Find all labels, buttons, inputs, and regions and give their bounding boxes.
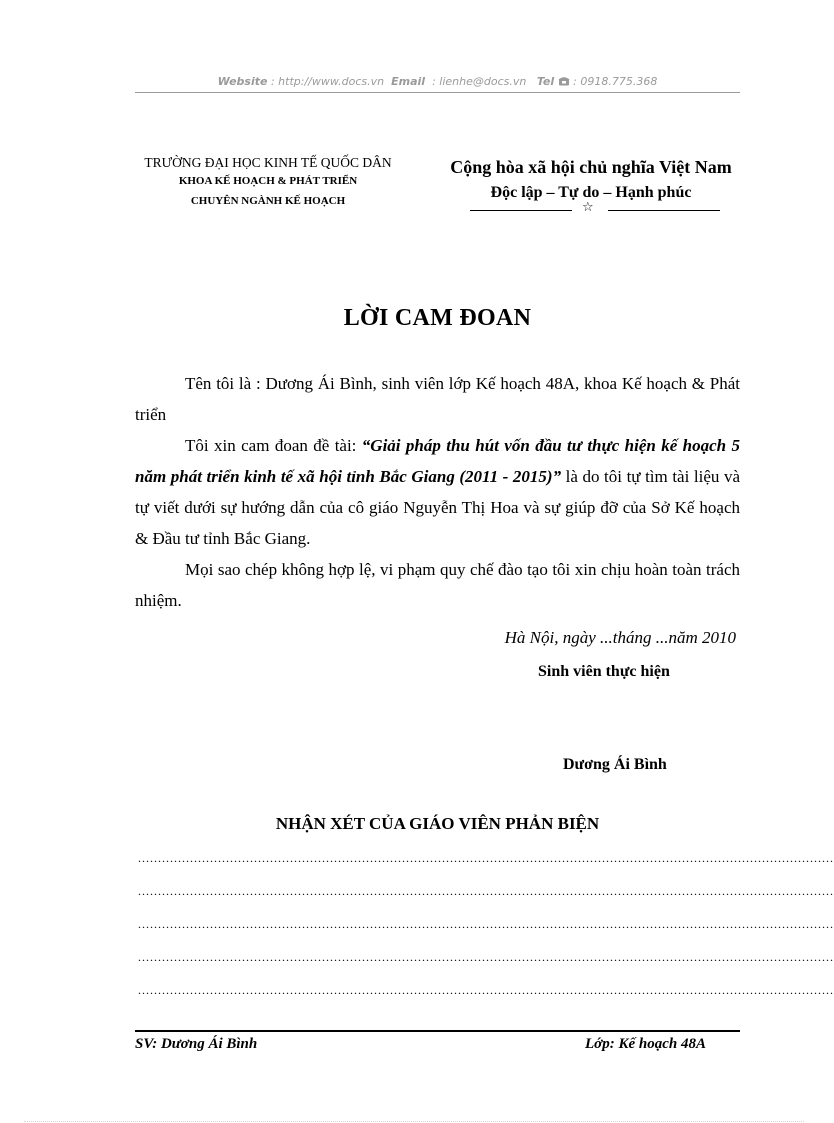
website-label: Website bbox=[217, 75, 268, 88]
star-icon: ☆ bbox=[582, 200, 594, 215]
page-bottom-edge bbox=[24, 1121, 804, 1122]
phone-icon bbox=[558, 75, 574, 88]
topic-prefix: Tôi xin cam đoan đề tài: bbox=[185, 436, 362, 455]
review-line: .............................................................................................................................................................................. bbox=[138, 851, 834, 865]
tel-label: Tel bbox=[536, 75, 555, 88]
motto-underline-left bbox=[470, 210, 572, 211]
header-divider bbox=[135, 92, 740, 93]
tel-value: : 0918.775.368 bbox=[573, 75, 658, 88]
footer-divider bbox=[135, 1030, 740, 1032]
signature-date: Hà Nội, ngày ...tháng ...năm 2010 bbox=[504, 628, 736, 647]
review-title: NHẬN XÉT CỦA GIÁO VIÊN PHẢN BIỆN bbox=[275, 814, 600, 833]
email-label: Email bbox=[391, 75, 426, 88]
motto-underline-right bbox=[608, 210, 720, 211]
review-line: .............................................................................................................................................................................. bbox=[138, 884, 834, 898]
paragraph-identity: Tên tôi là : Dương Ái Bình, sinh viên lớp Kế hoạch 48A, khoa Kế hoạch & Phát triển bbox=[135, 374, 740, 424]
signer-role: Sinh viên thực hiện bbox=[538, 663, 670, 680]
signer-name: Dương Ái Bình bbox=[563, 756, 667, 773]
review-line: .............................................................................................................................................................................. bbox=[138, 983, 834, 997]
nation-block bbox=[428, 154, 754, 206]
declaration-body bbox=[135, 368, 740, 616]
review-line: .............................................................................................................................................................................. bbox=[138, 917, 834, 931]
faculty-name: KHOA KẾ HOẠCH & PHÁT TRIỂN bbox=[178, 175, 358, 187]
paragraph-topic bbox=[135, 430, 740, 554]
review-line: .............................................................................................................................................................................. bbox=[138, 950, 834, 964]
paragraph-responsibility: Mọi sao chép không hợp lệ, vi phạm quy chế đào tạo tôi xin chịu hoàn toàn trách nhiệm. bbox=[135, 560, 740, 610]
thesis-topic: “Giải pháp thu hút vốn đầu tư thực hiện kế hoạch 5 năm phát triển kinh tế xã hội tỉnh Bắc Giang (2011 - 2015)” bbox=[135, 436, 740, 486]
country-name: Cộng hòa xã hội chủ nghĩa Việt Nam bbox=[450, 157, 732, 177]
institution-block bbox=[118, 154, 418, 211]
footer-class: Lớp: Kế hoạch 48A bbox=[585, 1036, 706, 1052]
page-title: LỜI CAM ĐOAN bbox=[343, 305, 532, 331]
topic-suffix: là do tôi tự tìm tài liệu và tự viết dưới sự hướng dẫn của cô giáo Nguyễn Thị Hoa và sự giúp đỡ của Sở Kế hoạch & Đầu tư tỉnh Bắc Giang. bbox=[135, 467, 740, 548]
footer-student: SV: Dương Ái Bình bbox=[135, 1036, 258, 1052]
major-name: CHUYÊN NGÀNH KẾ HOẠCH bbox=[190, 195, 346, 207]
page-header bbox=[135, 75, 740, 88]
university-name: TRƯỜNG ĐẠI HỌC KINH TẾ QUỐC DÂN bbox=[144, 155, 392, 170]
email-value: : lienhe@docs.vn bbox=[432, 75, 527, 88]
website-value: : http://www.docs.vn bbox=[270, 75, 385, 88]
national-motto: Độc lập – Tự do – Hạnh phúc bbox=[490, 184, 692, 201]
